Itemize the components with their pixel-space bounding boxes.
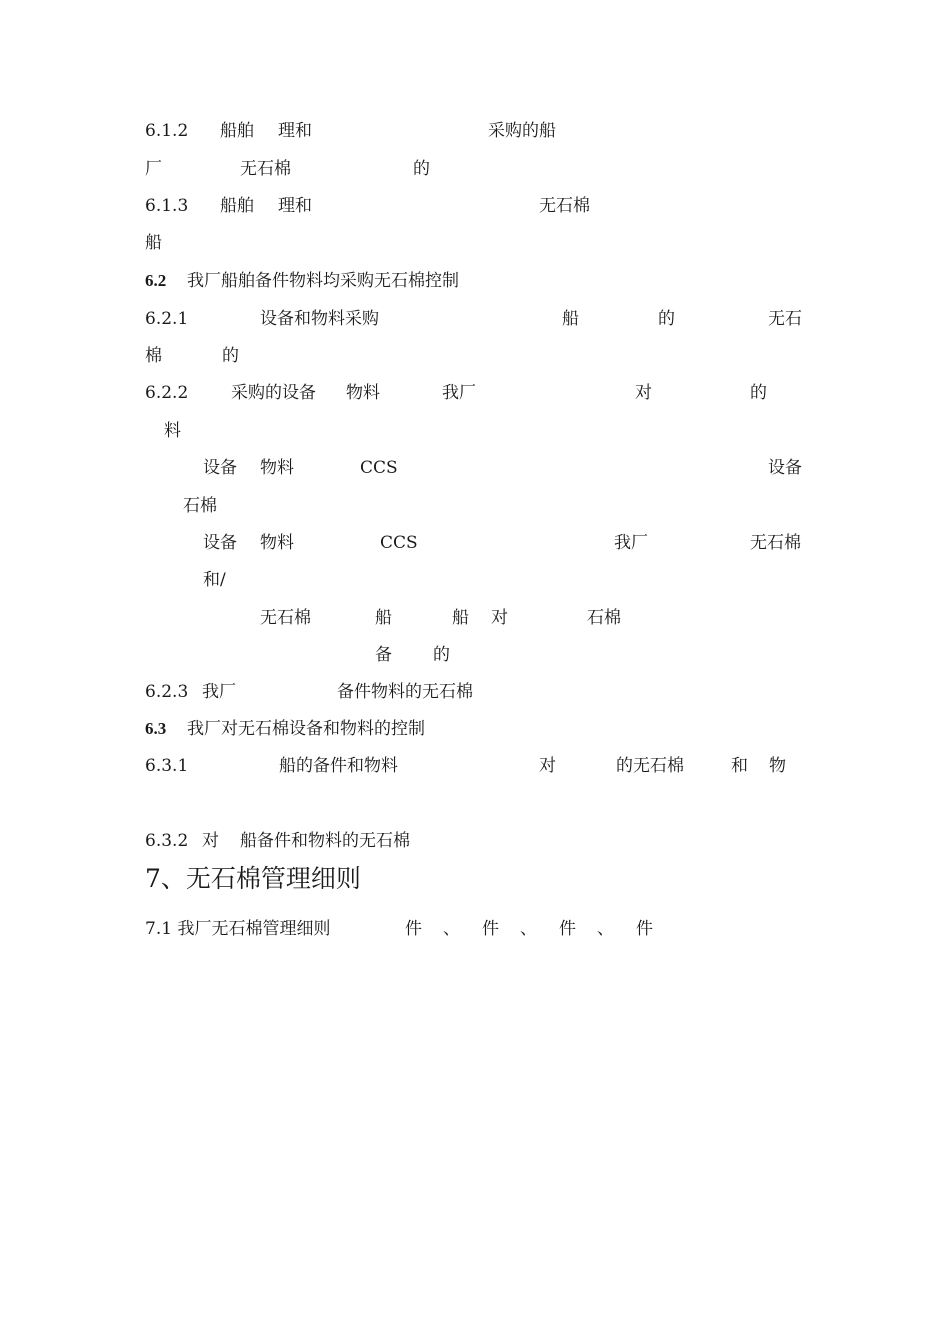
- section-number: 6.2.2: [145, 383, 189, 403]
- text-fragment: CCS: [380, 533, 418, 553]
- text-fragment: 船舶: [220, 121, 254, 141]
- text-fragment: 理和: [278, 196, 312, 216]
- text-fragment: 船: [145, 233, 162, 253]
- text-fragment: 件: [482, 919, 499, 939]
- text-fragment: 的: [433, 645, 450, 665]
- text-fragment: CCS: [360, 458, 398, 478]
- text-fragment: 船备件和物料的无石棉: [240, 831, 410, 851]
- text-fragment: 船的备件和物料: [279, 756, 398, 776]
- section-heading-text: 我厂对无石棉设备和物料的控制: [187, 719, 425, 739]
- text-fragment: 备件物料的无石棉: [337, 682, 473, 702]
- text-fragment: 的: [750, 383, 767, 403]
- text-fragment: 采购的设备: [231, 383, 316, 403]
- text-fragment: 对: [635, 383, 652, 403]
- text-fragment: 厂: [145, 159, 162, 179]
- text-fragment: 理和: [278, 121, 312, 141]
- text-fragment: 物料: [260, 533, 294, 553]
- text-fragment: 无石棉: [240, 159, 291, 179]
- chapter-heading: 7、无石棉管理细则: [145, 864, 361, 893]
- text-fragment: 件: [559, 919, 576, 939]
- section-number: 6.1.2: [145, 121, 189, 141]
- text-fragment: 的: [658, 309, 675, 329]
- text-fragment: 棉: [145, 346, 162, 366]
- text-fragment: 、: [443, 919, 460, 939]
- section-number: 6.3.2: [145, 831, 189, 851]
- section-heading-number: 6.2: [145, 271, 167, 290]
- text-fragment: 和: [731, 756, 748, 776]
- text-fragment: 无石棉: [539, 196, 590, 216]
- text-fragment: 船: [562, 309, 579, 329]
- text-fragment: 船: [452, 608, 469, 628]
- text-fragment: 、: [597, 919, 614, 939]
- text-fragment: 无石: [768, 309, 802, 329]
- text-fragment: 船: [375, 608, 392, 628]
- section-number: 6.2.3: [145, 682, 189, 702]
- text-fragment: 对: [202, 831, 219, 851]
- text-fragment: 的: [222, 346, 239, 366]
- text-fragment: 和/: [203, 570, 226, 590]
- text-fragment: 设备: [768, 458, 802, 478]
- text-fragment: 、: [520, 919, 537, 939]
- text-fragment: 件: [636, 919, 653, 939]
- text-fragment: 我厂: [614, 533, 648, 553]
- text-fragment: 件: [405, 919, 422, 939]
- text-fragment: 对: [491, 608, 508, 628]
- text-fragment: 石棉: [587, 608, 621, 628]
- text-fragment: 的: [413, 159, 430, 179]
- text-fragment: 石棉: [183, 496, 217, 516]
- text-fragment: 我厂: [202, 682, 236, 702]
- text-fragment: 设备和物料采购: [260, 309, 379, 329]
- text-fragment: 物: [769, 756, 786, 776]
- text-fragment: 物料: [346, 383, 380, 403]
- text-fragment: 无石棉: [750, 533, 801, 553]
- text-fragment: 采购的船: [488, 121, 556, 141]
- text-fragment: 备: [375, 645, 392, 665]
- text-fragment: 设备: [203, 533, 237, 553]
- section-number: 6.1.3: [145, 196, 189, 216]
- text-fragment: 设备: [203, 458, 237, 478]
- text-fragment: 7.1 我厂无石棉管理细则: [145, 919, 331, 939]
- section-heading-text: 我厂船舶备件物料均采购无石棉控制: [187, 271, 459, 291]
- text-fragment: 物料: [260, 458, 294, 478]
- section-heading-number: 6.3: [145, 719, 167, 738]
- text-fragment: 无石棉: [260, 608, 311, 628]
- text-fragment: 料: [164, 421, 181, 441]
- section-number: 6.3.1: [145, 756, 189, 776]
- text-fragment: 我厂: [442, 383, 476, 403]
- section-number: 6.2.1: [145, 309, 189, 329]
- text-fragment: 对: [539, 756, 556, 776]
- text-fragment: 船舶: [220, 196, 254, 216]
- text-fragment: 的无石棉: [616, 756, 684, 776]
